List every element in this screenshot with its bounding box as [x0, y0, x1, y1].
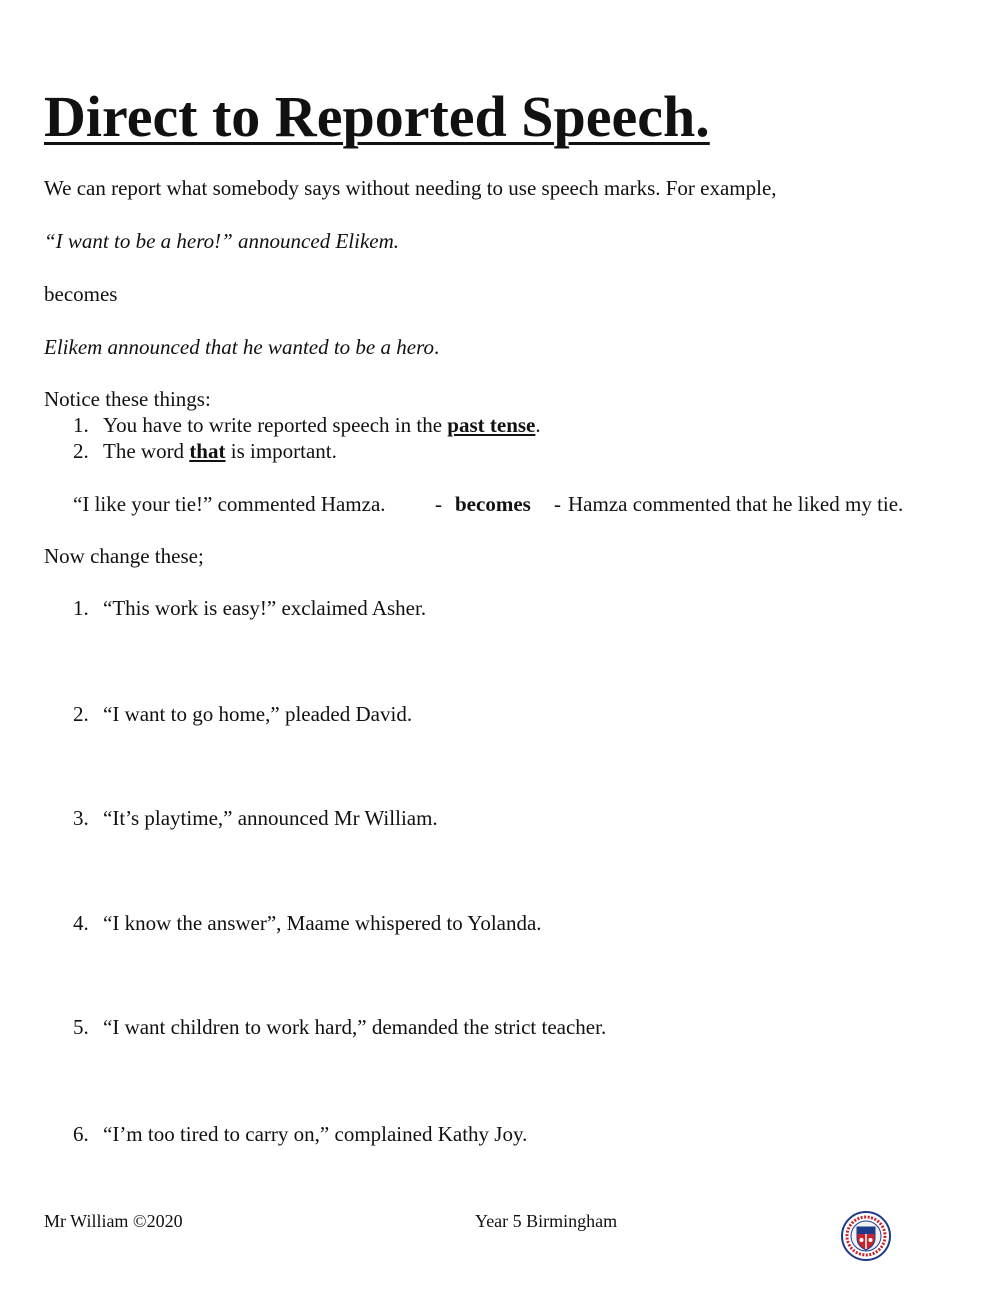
exercise-item — [73, 910, 542, 936]
school-crest-icon — [840, 1210, 892, 1262]
tie-example-becomes: becomes — [455, 492, 531, 516]
notice-heading: Notice these things: — [44, 387, 211, 411]
tie-example-reported: Hamza commented that he liked my tie. — [568, 492, 904, 516]
notice-item-emphasis: past tense — [447, 413, 536, 437]
example-reported-speech — [44, 334, 439, 360]
exercise-text: “This work is easy!” exclaimed Asher. — [103, 596, 427, 620]
exercise-text: “I want children to work hard,” demanded the strict teacher. — [103, 1015, 607, 1039]
exercise-text: “I want to go home,” pleaded David. — [103, 702, 413, 726]
exercise-number: 3. — [73, 806, 89, 830]
page-title: Direct to Reported Speech. — [44, 84, 710, 149]
exercise-number: 5. — [73, 1015, 89, 1039]
tie-example-direct: “I like your tie!” commented Hamza. — [73, 492, 386, 516]
footer-author: Mr William ©2020 — [44, 1211, 183, 1231]
exercise-number: 6. — [73, 1122, 89, 1146]
notice-item — [73, 438, 337, 464]
exercise-item — [73, 595, 426, 621]
notice-item-number: 2. — [73, 439, 89, 463]
exercise-item — [73, 805, 438, 831]
notice-item — [73, 412, 541, 438]
notice-item-text: The word — [103, 439, 190, 463]
exercise-number: 1. — [73, 596, 89, 620]
notice-item-end: . — [535, 413, 541, 437]
example-reported-text: Elikem announced that he wanted to be a hero — [44, 335, 434, 359]
intro-text: We can report what somebody says without needing to use speech marks. For example, — [44, 176, 777, 200]
notice-item-emphasis: that — [189, 439, 226, 463]
instruction-text: Now change these; — [44, 544, 204, 568]
exercise-text: “I’m too tired to carry on,” complained Kathy Joy. — [103, 1122, 528, 1146]
exercise-text: “I know the answer”, Maame whispered to Yolanda. — [103, 911, 542, 935]
exercise-number: 2. — [73, 702, 89, 726]
footer-class: Year 5 Birmingham — [475, 1211, 618, 1231]
notice-item-number: 1. — [73, 413, 89, 437]
becomes-label: becomes — [44, 282, 118, 306]
notice-item-text: You have to write reported speech in the — [103, 413, 448, 437]
exercise-text: “It’s playtime,” announced Mr William. — [103, 806, 438, 830]
tie-example-dash: - — [435, 492, 442, 516]
exercise-item — [73, 1014, 606, 1040]
example-direct-speech: “I want to be a hero!” announced Elikem. — [44, 229, 400, 253]
exercise-item — [73, 1121, 527, 1147]
exercise-number: 4. — [73, 911, 89, 935]
notice-item-end: is important. — [225, 439, 337, 463]
example-reported-period: . — [433, 335, 440, 359]
exercise-item — [73, 701, 412, 727]
tie-example-dash: - — [554, 492, 561, 516]
